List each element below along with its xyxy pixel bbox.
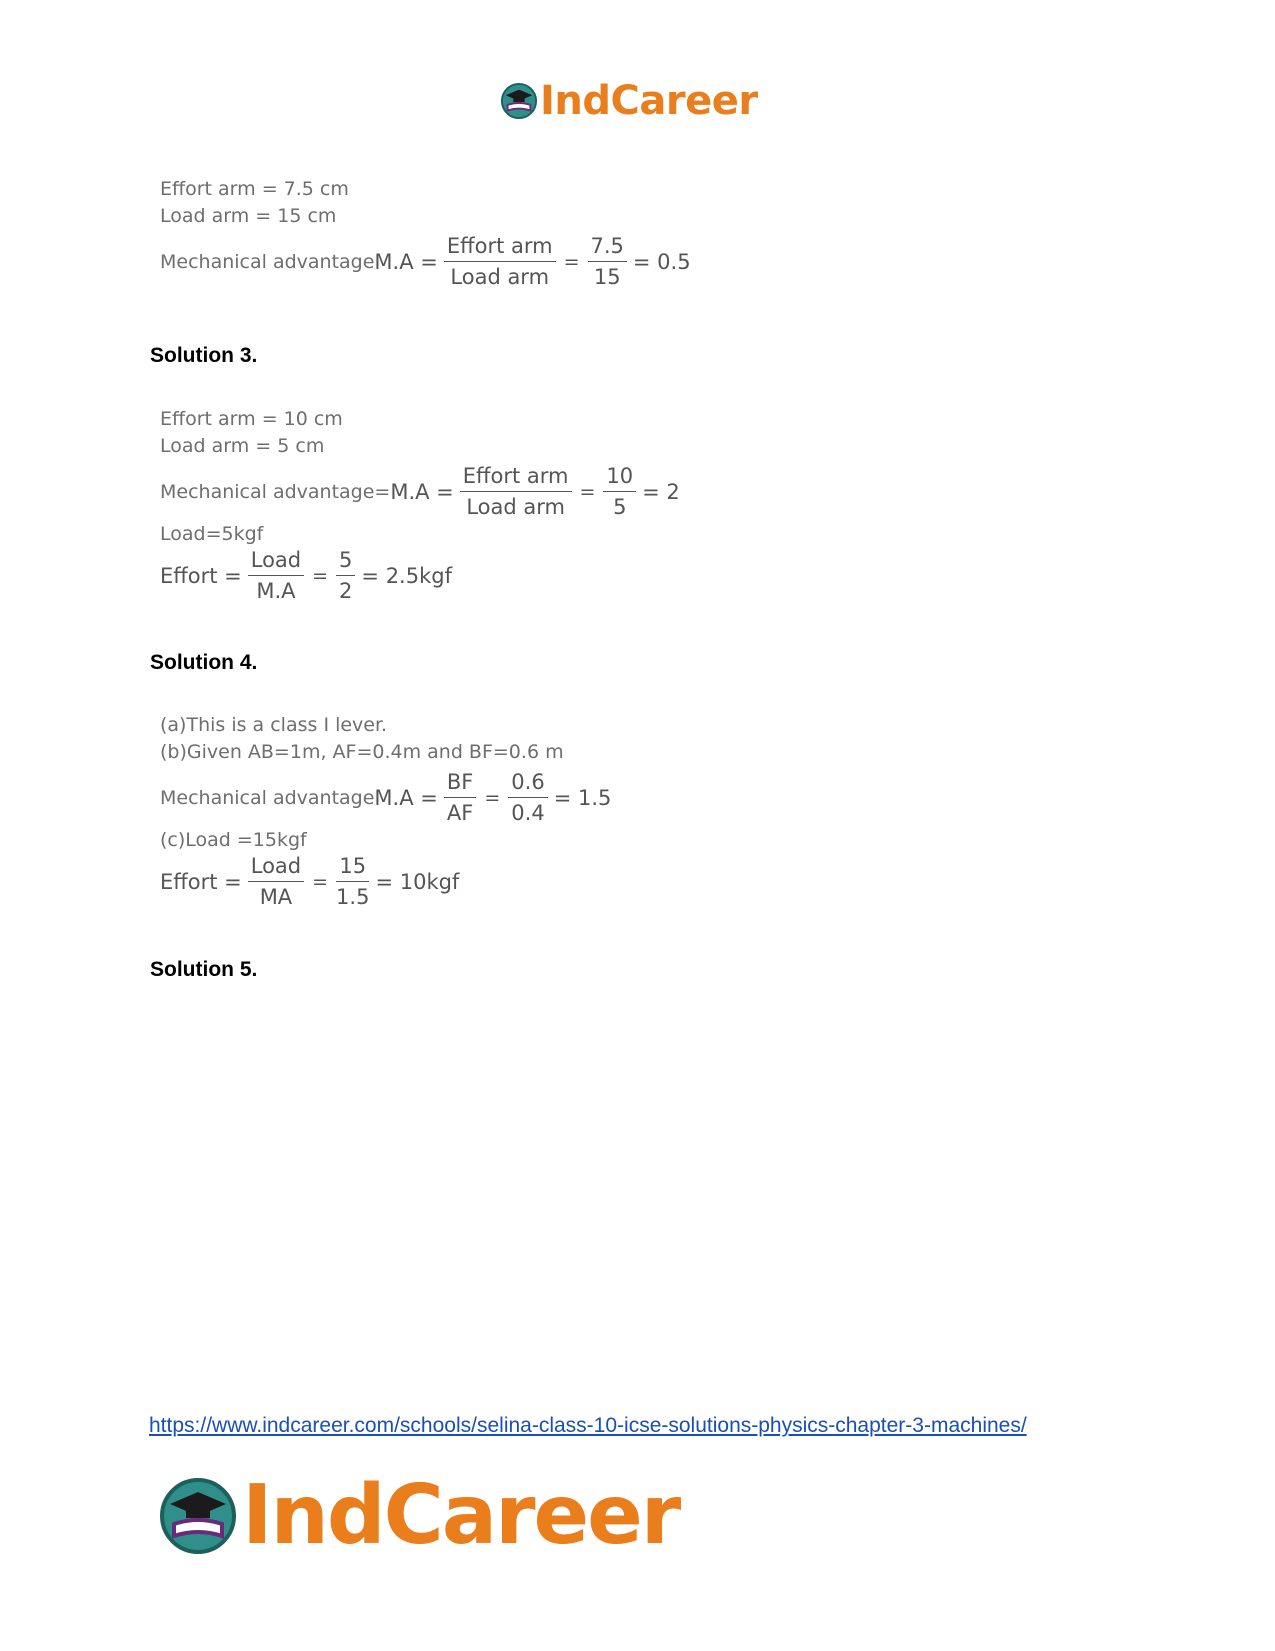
denominator: MA [259,885,293,909]
denominator: 2 [339,579,353,603]
graduation-book-globe-icon [500,82,538,120]
denominator: 5 [613,495,627,519]
fraction [508,770,547,825]
fraction [444,234,556,289]
denominator: AF [446,801,474,825]
numerator: Effort arm [444,234,556,262]
numerator: 15 [336,854,369,882]
equals: = [579,480,596,503]
solution-3-heading: Solution 3. [150,344,258,367]
ma-equation [160,234,691,289]
ma-label: Mechanical advantage [160,250,375,273]
numerator: 5 [336,548,355,576]
solution-5-heading: Solution 5. [150,958,258,981]
load-text: Load=5kgf [160,523,264,545]
result: = 0.5 [632,249,691,274]
equals: = [312,564,329,587]
numerator: 7.5 [588,234,627,262]
denominator: Load arm [466,495,565,519]
solution-3-content [160,406,680,603]
graduation-book-globe-icon [158,1476,238,1556]
numerator: Load [248,548,304,576]
result: = 1.5 [553,785,612,810]
numerator: Effort arm [460,464,572,492]
denominator: 15 [593,265,621,289]
fraction [588,234,627,289]
equals: = [484,786,501,809]
ma-symbol: M.A = [374,249,438,274]
denominator: 1.5 [336,885,370,909]
effort-label: Effort = [160,563,242,588]
lever-class-text: (a)This is a class I lever. [160,714,388,736]
denominator: M.A [256,579,296,603]
result: = 2.5kgf [361,563,452,588]
ma-label: Mechanical advantage [160,786,375,809]
fraction [444,770,477,825]
fraction [248,854,304,909]
source-url-link[interactable]: https://www.indcareer.com/schools/selina-class-10-icse-solutions-physics-chapter-3-machines/ [149,1414,1027,1437]
ma-label: Mechanical advantage= [160,480,391,503]
fraction [460,464,572,519]
ma-symbol: M.A = [390,479,454,504]
brand-name: IndCareer [540,78,758,124]
ma-equation [160,464,680,519]
given-text: (b)Given AB=1m, AF=0.4m and BF=0.6 m [160,741,564,763]
effort-arm-text: Effort arm = 7.5 cm [160,178,349,200]
equals: = [312,870,329,893]
fraction [336,548,355,603]
ma-equation [160,770,611,825]
solution-2-content [160,176,691,289]
result: = 10kgf [375,869,460,894]
effort-equation [160,854,611,909]
effort-equation [160,548,680,603]
brand-name: IndCareer [242,1468,680,1563]
result: = 2 [642,479,680,504]
footer-logo [158,1468,679,1563]
equals: = [563,250,580,273]
fraction [248,548,304,603]
fraction [603,464,636,519]
effort-arm-text: Effort arm = 10 cm [160,408,343,430]
denominator: Load arm [450,265,550,289]
fraction [336,854,369,909]
solution-4-content [160,712,611,909]
load-arm-text: Load arm = 15 cm [160,205,337,227]
ma-symbol: M.A = [374,785,438,810]
load-text: (c)Load =15kgf [160,829,307,851]
denominator: 0.4 [511,801,545,825]
numerator: BF [444,770,477,798]
numerator: 10 [603,464,636,492]
solution-4-heading: Solution 4. [150,651,258,674]
numerator: 0.6 [508,770,547,798]
effort-label: Effort = [160,869,242,894]
load-arm-text: Load arm = 5 cm [160,435,325,457]
numerator: Load [248,854,304,882]
header-logo [500,78,758,124]
